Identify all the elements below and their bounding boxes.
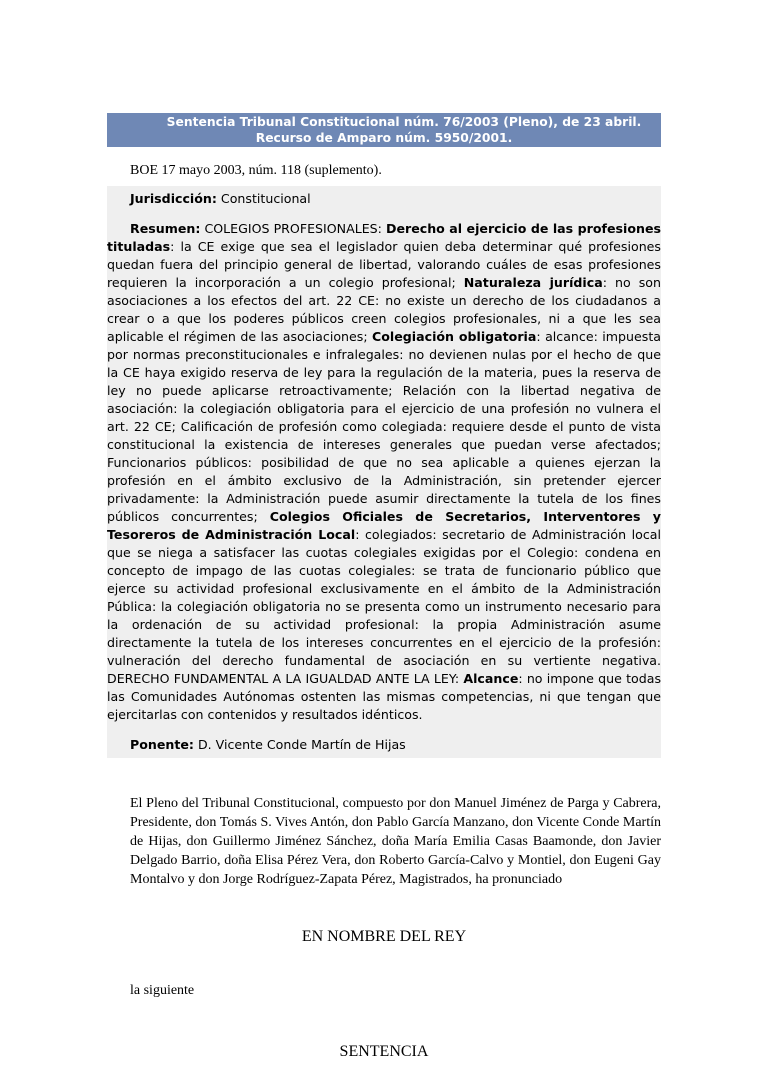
ponente-label: Ponente: bbox=[130, 737, 194, 752]
en-nombre-del-rey: EN NOMBRE DEL REY bbox=[301, 928, 467, 945]
resumen-segment: : la CE exige que sea el legislador quien deba determinar qué profesiones quedan fuera del principio general de libertad, valorando cuáles de esas profesiones requieren la incorporación a un colegio profesional; bbox=[107, 239, 661, 290]
resumen-bold-segment: Resumen: bbox=[130, 221, 201, 236]
resumen-bold-segment: Alcance bbox=[463, 671, 519, 686]
resumen-segment: COLEGIOS PROFESIONALES: bbox=[200, 221, 386, 236]
resumen-segment: : alcance: impuesta por normas preconstitucionales e infralegales: no devienen nulas por el hecho de que la CE haya exigido reserva de ley para la regulación de la materia, pues la reserva de ley no puede aplicarse retroactivamente; Relación con la libertad negativa de asociación: la colegiación obligatoria para el ejercicio de una profesión no vulnera el art. 22 CE; Calificación de profesión como colegiada: requiere desde el punto de vista constitucional la existencia de intereses generales que puedan verse afectados; Funcionarios públicos: posibilidad de que no sea aplicable a quienes ejerzan la profesión en el ámbito exclusivo de la Administración, sin pretender ejercer privadamente: la Administración puede asumir directamente la tutela de los fines públicos concurrentes; bbox=[107, 329, 661, 524]
la-siguiente: la siguiente bbox=[130, 983, 195, 998]
resumen-segment: : no impone que todas las Comunidades Autónomas ostenten las mismas competencias, ni que tengan que ejercitarlas con contenidos y resultados idénticos. bbox=[107, 671, 662, 722]
ponente bbox=[107, 736, 661, 754]
intro-paragraph: El Pleno del Tribunal Constitucional, compuesto por don Manuel Jiménez de Parga y Cabrera, Presidente, don Tomás S. Vives Antón, don Pablo García Manzano, don Vicente Conde Martín de Hijas, don Guillermo Jiménez Sánchez, doña María Emilia Casas Baamonde, don Javier Delgado Barrio, doña Elisa Pérez Vera, don Roberto García-Calvo y Montiel, don Eugeni Gay Montalvo y don Jorge Rodríguez-Zapata Pérez, Magistrados, ha pronunciado bbox=[130, 796, 661, 887]
ponente-value: D. Vicente Conde Martín de Hijas bbox=[193, 737, 406, 752]
summary-box bbox=[107, 212, 661, 758]
jurisdiccion-value: Constitucional bbox=[216, 191, 311, 206]
jurisdiccion bbox=[107, 186, 661, 212]
jurisdiccion-label: Jurisdicción: bbox=[130, 191, 217, 206]
resumen-bold-segment: Colegiación obligatoria bbox=[372, 329, 537, 344]
resumen-segment: : no son asociaciones a los efectos del art. 22 CE: no existe un derecho de los ciudadanos a crear o a que los poderes públicos creen colegios profesionales, ni a que les sea aplicable el régimen de las asociaciones; bbox=[107, 275, 661, 344]
title-line-1: Sentencia Tribunal Constitucional núm. 76/2003 (Pleno), de 23 abril. bbox=[166, 115, 642, 129]
document-page bbox=[107, 0, 661, 1062]
boe-reference: BOE 17 mayo 2003, núm. 118 (suplemento). bbox=[130, 163, 382, 178]
document-title-banner bbox=[107, 113, 661, 147]
resumen-bold-segment: Derecho al ejercicio de las profesiones tituladas bbox=[107, 221, 661, 254]
title-line-2: Recurso de Amparo núm. 5950/2001. bbox=[255, 131, 513, 145]
resumen-paragraph bbox=[107, 220, 661, 724]
resumen-segment: : colegiados: secretario de Administración local que se niega a satisfacer las cuotas colegiales exigidas por el Colegio: condena en concepto de impago de las cuotas colegiales: se trata de funcionario público que ejerce su actividad profesional exclusivamente en el ámbito de la Administración Pública: la colegiación obligatoria no se presenta como un instrumento necesario para la ordenación de su actividad profesional: la propia Administración asume directamente la tutela de los intereses concurrentes en el ejercicio de la profesión: vulneración del derecho fundamental de asociación en su vertiente negativa. DERECHO FUNDAMENTAL A LA IGUALDAD ANTE LA LEY: bbox=[107, 527, 661, 686]
resumen-bold-segment: Naturaleza jurídica bbox=[463, 275, 603, 290]
sentencia-heading: SENTENCIA bbox=[339, 1043, 429, 1060]
resumen-bold-segment: Colegios Oficiales de Secretarios, Interventores y Tesoreros de Administración Local bbox=[107, 509, 661, 542]
